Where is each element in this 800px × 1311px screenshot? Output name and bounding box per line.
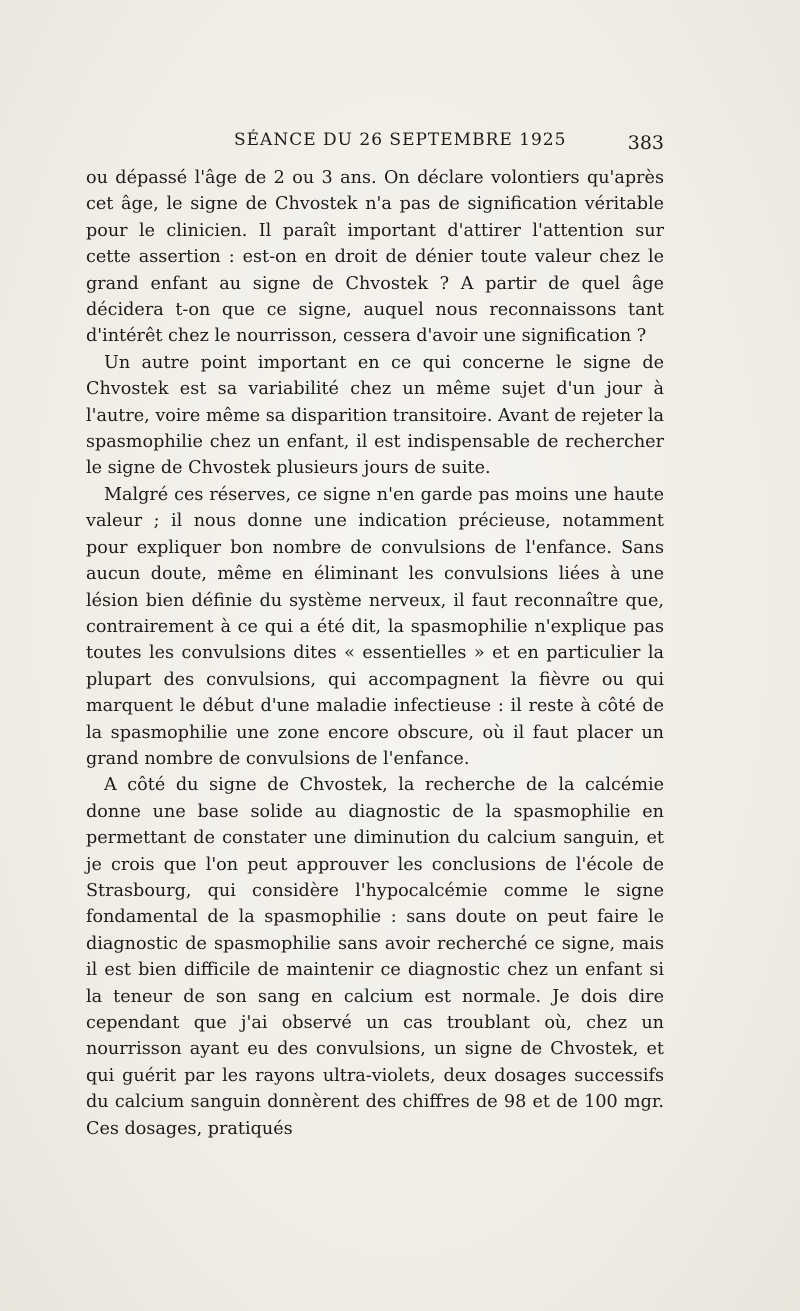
paragraph: A côté du signe de Chvostek, la recherche de la calcémie donne une base solide au diagnostic de la spasmophilie en permettant de constater une diminution du calcium sanguin, et je crois que l'on peut approuver les conclusions de l'école de Strasbourg, qui considère l'hypocalcémie comme le signe fondamental de la spasmophilie : sans doute on peut faire le diagnostic de spasmophilie sans avoir recherché ce signe, mais il est bien difficile de maintenir ce diagnostic chez un enfant si la teneur de son sang en calcium est normale. Je dois dire cependant que j'ai observé un cas troublant où, chez un nourrisson ayant eu des convulsions, un signe de Chvostek, et qui guérit par les rayons ultra-violets, deux dosages successifs du calcium sanguin donnèrent des chiffres de 98 et de 100 mgr. Ces dosages, pratiqués <box>86 775 664 1139</box>
paragraph: ou dépassé l'âge de 2 ou 3 ans. On déclare volontiers qu'après cet âge, le signe de Chvostek n'a pas de signification véritable pour le clinicien. Il paraît important d'attirer l'attention sur cette assertion : est-on en droit de dénier toute valeur chez le grand enfant au signe de Chvostek ? A partir de quel âge décidera t-on que ce signe, auquel nous reconnaissons tant d'intérêt chez le nourrisson, cessera d'avoir une signification ? <box>86 168 664 347</box>
running-title: SÉANCE DU 26 SEPTEMBRE 1925 <box>234 130 567 150</box>
paragraph: Un autre point important en ce qui concerne le signe de Chvostek est sa variabilité chez un même sujet d'un jour à l'autre, voire même sa disparition transitoire. Avant de rejeter la spasmophilie chez un enfant, il est indispensable de rechercher le signe de Chvostek plusieurs jours de suite. <box>86 352 664 479</box>
page-number: 383 <box>627 132 664 154</box>
paragraph: Malgré ces réserves, ce signe n'en garde pas moins une haute valeur ; il nous donne une indication précieuse, notamment pour expliquer bon nombre de convulsions de l'enfance. Sans aucun doute, même en éliminant les convulsions liées à une lésion bien définie du système nerveux, il faut reconnaître que, contrairement à ce qui a été dit, la spasmophilie n'explique pas toutes les convulsions dites « essentielles » et en particulier la plupart des convulsions, qui accompagnent la fièvre ou qui marquent le début d'une maladie infectieuse : il reste à côté de la spasmophilie une zone encore obscure, où il faut placer un grand nombre de convulsions de l'enfance. <box>86 484 664 769</box>
running-head <box>86 130 664 160</box>
body-text <box>86 165 664 1142</box>
